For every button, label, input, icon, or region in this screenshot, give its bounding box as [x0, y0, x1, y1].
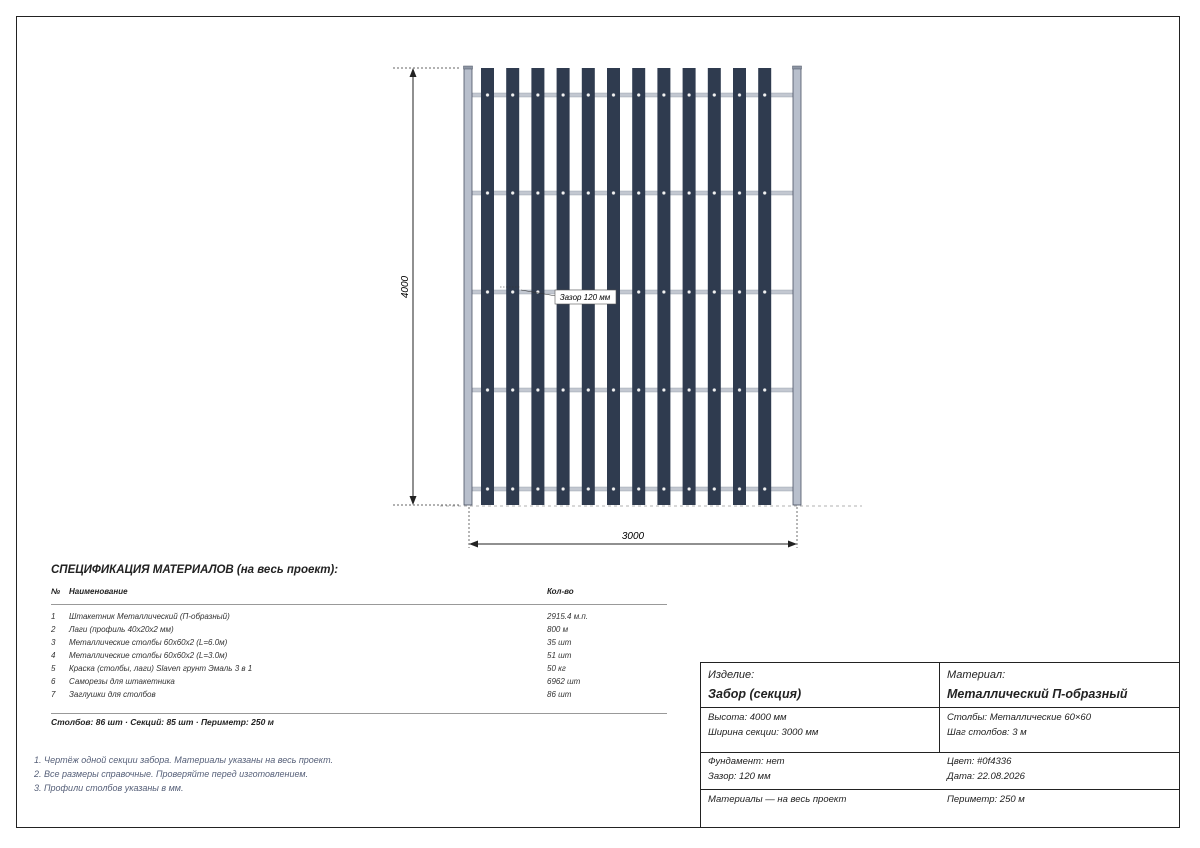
screw — [738, 93, 741, 96]
spec-row: 1 Штакетник Металлический (П-образный) 2915.4 м.п. — [51, 612, 589, 621]
screw — [763, 290, 766, 293]
screw — [713, 93, 716, 96]
materials-note: Материалы — на весь проект — [708, 794, 847, 805]
screw — [562, 388, 565, 391]
title-block-divider — [701, 707, 1179, 708]
screw — [688, 290, 691, 293]
picket — [506, 68, 519, 505]
material-label: Материал: — [947, 669, 1006, 681]
screw — [738, 290, 741, 293]
screw — [662, 290, 665, 293]
screw — [738, 487, 741, 490]
spec-row: 5 Краска (столбы, лаги) Slaven грунт Эмаль 3 в 1 50 кг — [51, 664, 566, 673]
spec-summary: Столбов: 86 шт · Секций: 85 шт · Периметр: 250 м — [51, 717, 274, 727]
screw — [536, 487, 539, 490]
picket — [607, 68, 620, 505]
screw — [536, 93, 539, 96]
title-block — [700, 662, 1180, 828]
product-value: Забор (секция) — [708, 687, 802, 701]
screw — [486, 93, 489, 96]
screw — [486, 388, 489, 391]
date-info: Дата: 22.08.2026 — [947, 771, 1025, 782]
screw — [511, 191, 514, 194]
gap-callout-label: Зазор 120 мм — [559, 293, 611, 302]
screw — [612, 487, 615, 490]
spec-row: 6 Саморезы для штакетника 6962 шт — [51, 677, 581, 686]
foundation-info: Фундамент: нет — [708, 756, 785, 767]
screw — [587, 93, 590, 96]
color-info: Цвет: #0f4336 — [947, 756, 1012, 767]
screw — [763, 487, 766, 490]
note-line: 3. Профили столбов указаны в мм. — [34, 783, 184, 793]
screw — [662, 191, 665, 194]
screw — [763, 388, 766, 391]
screw — [587, 191, 590, 194]
spec-col-qty: Кол-во — [547, 587, 574, 596]
height-info: Высота: 4000 мм — [708, 712, 787, 723]
screw — [688, 487, 691, 490]
material-value: Металлический П-образный — [947, 687, 1128, 701]
note-line: 2. Все размеры справочные. Проверяйте перед изготовлением. — [34, 769, 309, 779]
screw — [662, 388, 665, 391]
note-line: 1. Чертёж одной секции забора. Материалы указаны на весь проект. — [34, 755, 334, 765]
screw — [486, 487, 489, 490]
post — [793, 68, 801, 505]
screw — [562, 487, 565, 490]
screw — [587, 388, 590, 391]
screw — [637, 191, 640, 194]
screw — [637, 290, 640, 293]
picket — [657, 68, 670, 505]
section-width-info: Ширина секции: 3000 мм — [708, 727, 819, 738]
picket — [557, 68, 570, 505]
screw — [536, 388, 539, 391]
screw — [486, 290, 489, 293]
product-label: Изделие: — [708, 669, 755, 681]
spec-header-divider — [51, 604, 667, 605]
screw — [612, 388, 615, 391]
screw — [738, 191, 741, 194]
screw — [713, 290, 716, 293]
picket — [733, 68, 746, 505]
screw — [688, 93, 691, 96]
screw — [662, 487, 665, 490]
screw — [612, 93, 615, 96]
spec-footer-divider — [51, 713, 667, 714]
posts-info: Столбы: Металлические 60×60 — [947, 712, 1092, 723]
picket — [708, 68, 721, 505]
screw — [511, 388, 514, 391]
screw — [486, 191, 489, 194]
gap-info: Зазор: 120 мм — [708, 771, 771, 782]
screw — [662, 93, 665, 96]
screw — [637, 93, 640, 96]
screw — [688, 388, 691, 391]
picket — [481, 68, 494, 505]
spec-row: 4 Металлические столбы 60x60x2 (L=3.0м) 51 шт — [51, 651, 572, 660]
spec-col-name: Наименование — [69, 587, 128, 596]
post-cap — [793, 66, 802, 69]
screw — [562, 191, 565, 194]
post-step-info: Шаг столбов: 3 м — [947, 727, 1027, 738]
screw — [763, 191, 766, 194]
screw — [738, 388, 741, 391]
spec-col-number: № — [51, 587, 61, 596]
picket — [683, 68, 696, 505]
width-dimension-label: 3000 — [621, 531, 645, 542]
spec-title: СПЕЦИФИКАЦИЯ МАТЕРИАЛОВ (на весь проект): — [51, 564, 339, 576]
screw — [713, 388, 716, 391]
screw — [637, 388, 640, 391]
screw — [536, 191, 539, 194]
screw — [562, 93, 565, 96]
screw — [511, 487, 514, 490]
screw — [713, 191, 716, 194]
width-dimension — [469, 507, 797, 548]
spec-row: 3 Металлические столбы 60x60x2 (L=6.0м) 35 шт — [51, 638, 572, 647]
spec-row: 2 Лаги (профиль 40x20x2 мм) 800 м — [51, 625, 569, 634]
screw — [688, 191, 691, 194]
picket — [531, 68, 544, 505]
post — [464, 68, 472, 505]
screw — [511, 93, 514, 96]
screw — [587, 487, 590, 490]
title-block-divider — [701, 752, 1179, 753]
picket — [582, 68, 595, 505]
spec-row: 7 Заглушки для столбов 86 шт — [51, 690, 572, 699]
screw — [612, 191, 615, 194]
screw — [763, 93, 766, 96]
screw — [511, 290, 514, 293]
screw — [637, 487, 640, 490]
height-dimension — [393, 68, 460, 505]
title-block-divider — [701, 789, 1179, 790]
screw — [713, 487, 716, 490]
post-cap — [464, 66, 473, 69]
perimeter-info: Периметр: 250 м — [947, 794, 1025, 805]
picket — [758, 68, 771, 505]
height-dimension-label: 4000 — [400, 275, 411, 299]
picket — [632, 68, 645, 505]
